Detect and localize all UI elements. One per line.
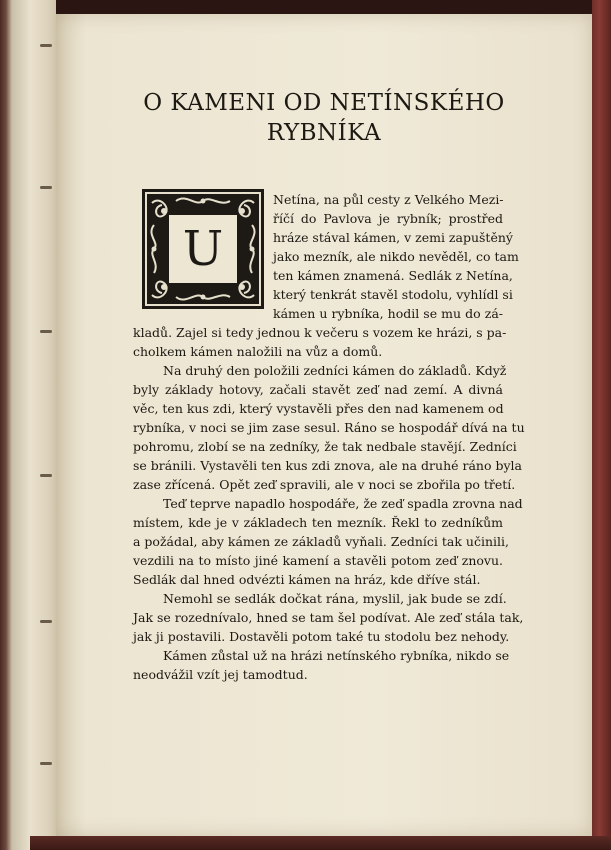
decorative-initial — [142, 189, 264, 309]
text-line: který tenkrát stavěl stodolu, vyhlídl si — [273, 287, 513, 302]
text-line: Jak se rozednívalo, hned se tam šel podívat. Ale zeď stála tak, — [133, 610, 524, 625]
title-line: O KAMENI OD NETÍNSKÉHO — [143, 90, 505, 116]
text-line: zase zřícená. Opět zeď spravili, ale v noci se zbořila po třetí. — [133, 477, 516, 492]
text-line: místem, kde je v základech ten mezník. Řekl to zedníkům — [133, 515, 503, 530]
text-line: Na druhý den položili zedníci kámen do základů. Když — [163, 363, 507, 378]
text-line: cholkem kámen naložili na vůz a domů. — [133, 344, 383, 359]
text-line: se bránili. Vystavěli ten kus zdi znova, ale na druhé ráno byla — [133, 458, 522, 473]
text-line: neodvážil vzít jej tamodtud. — [133, 667, 308, 682]
text-line: jak ji postavili. Dostavěli potom také tu stodolu bez nehody. — [133, 629, 510, 644]
text-line: rybníka, v noci se jim zase sesul. Ráno se hospodář dívá na tu — [133, 420, 525, 435]
text-line: pohromu, zlobí se na zedníky, že tak nedbale stavějí. Zedníci — [133, 439, 517, 454]
title-line: RYBNÍKA — [266, 120, 382, 146]
text-line: kladů. Zajel si tedy jednou k večeru s vozem ke hrázi, s pa- — [133, 325, 507, 340]
binding-stitch — [40, 474, 52, 477]
book-binding — [0, 0, 56, 850]
text-line: kámen u rybníka, hodil se mu do zá- — [273, 306, 503, 321]
binding-stitch — [40, 186, 52, 189]
binding-stitch — [40, 330, 52, 333]
cover-edge-bottom — [30, 836, 611, 850]
text-line: Kámen zůstal už na hrázi netínského rybníka, nikdo se — [163, 648, 510, 663]
text-line: hráze stával kámen, v zemi zapuštěný — [273, 230, 513, 245]
text-line: vezdili na to místo jiné kamení a stavěli potom zeď znovu. — [133, 553, 503, 568]
text-line: věc, ten kus zdi, který vystavěli přes den nad kamenem od — [133, 401, 504, 416]
text-line: Teď teprve napadlo hospodáře, že zeď spadla zrovna nad — [163, 496, 523, 511]
text-line: Sedlák dal hned odvézti kámen na hráz, kde dříve stál. — [133, 572, 481, 587]
binding-stitch — [40, 620, 52, 623]
text-line: ten kámen znamená. Sedlák z Netína, — [273, 268, 513, 283]
binding-stitch — [40, 44, 52, 47]
text-line: byly základy hotovy, začali stavět zeď nad zemí. A divná — [133, 382, 503, 397]
text-line: Netína, na půl cesty z Velkého Mezi- — [273, 192, 504, 207]
page-title — [56, 88, 592, 148]
text-line: říčí do Pavlova je rybník; prostřed — [273, 211, 503, 226]
binding-stitch — [40, 762, 52, 765]
text-line: Nemohl se sedlák dočkat rána, myslil, jak bude se zdí. — [163, 591, 507, 606]
text-line: a požádal, aby kámen ze základů vyňali. Zedníci tak učinili, — [133, 534, 509, 549]
initial-letter: U — [169, 215, 237, 283]
cover-edge-right — [592, 0, 611, 850]
text-line: jako mezník, ale nikdo nevěděl, co tam — [273, 249, 519, 264]
